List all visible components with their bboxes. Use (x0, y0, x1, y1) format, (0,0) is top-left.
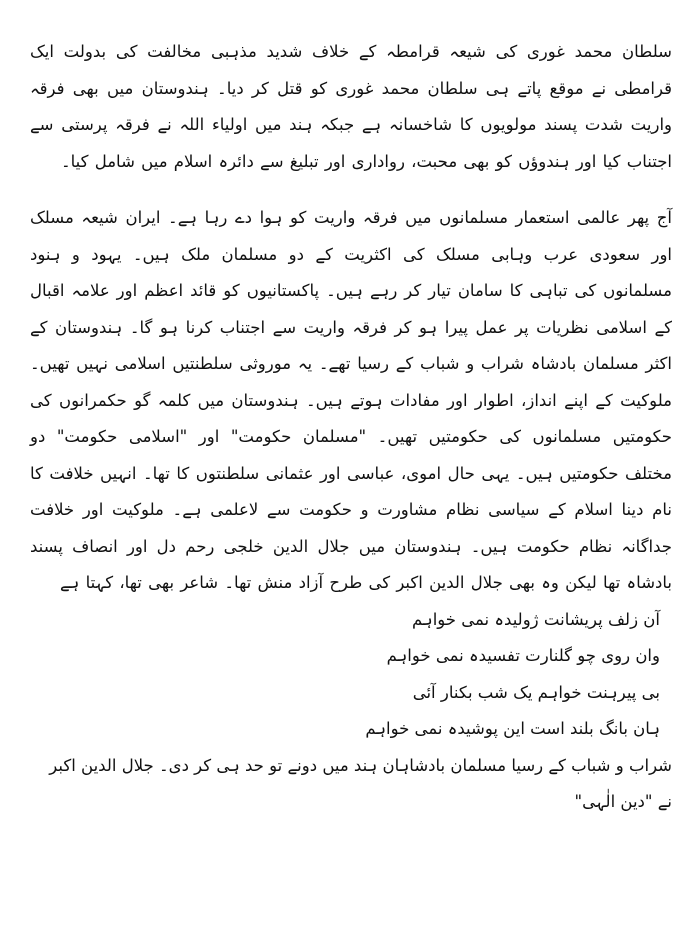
paragraph-1: سلطان محمد غوری کی شیعہ قرامطہ کے خلاف شدید مذہبی مخالفت کی بدولت ایک قرامطی نے موقع پاتے ہی سلطان محمد غوری کو قتل کر دیا۔ ہندوستان میں بھی فرقہ واریت شدت پسند مولویوں کا شاخسانہ ہے جبکہ ہند میں اولیاء اللہ نے فرقہ پرستی سے اجتناب کیا اور ہندوؤں کو بھی محبت، رواداری اور تبلیغ سے دائرہ اسلام میں شامل کیا۔ (30, 42, 672, 171)
verse-line-1: آن زلف پریشانت ژولیدہ نمی خواہم (412, 609, 660, 629)
closing-line: شراب و شباب کے رسیا مسلمان بادشاہان ہند میں دونے تو حد ہی کر دی۔ جلال الدین اکبر نے "دین الٰہی" (49, 755, 672, 811)
verse-line-4: ہان بانگ بلند است این پوشیدہ نمی خواہم (365, 719, 660, 738)
document-body (30, 34, 672, 821)
verse-line-3: بی پیرہنت خواہم یک شب بکنار آئی (412, 682, 660, 702)
paragraph-2: آج پھر عالمی استعمار مسلمانوں میں فرقہ واریت کو ہوا دے رہا ہے۔ ایران شیعہ مسلک اور سعودی عرب وہابی مسلک کی اکثریت کے دو مسلمان ملک ہیں۔ یہود و ہنود مسلمانوں کی تباہی کا سامان تیار کر رہے ہیں۔ پاکستانیوں کو قائد اعظم اور علامہ اقبال کے اسلامی نظریات پر عمل پیرا ہو کر فرقہ واریت سے اجتناب کرنا ہو گا۔ ہندوستان کے اکثر مسلمان بادشاہ شراب و شباب کے رسیا تھے۔ یہ موروثی سلطنتیں اسلامی نہیں تھیں۔ ملوکیت کے اپنے انداز، اطوار اور مفادات ہوتے ہیں۔ ہندوستان میں کلمہ گو حکمرانوں کی حکومتیں مسلمانوں کی حکومتیں تھیں۔ "مسلمان حکومت" اور "اسلامی حکومت" دو مختلف حکومتیں ہیں۔ یہی حال اموی، عباسی اور عثمانی سلطنتوں کا تھا۔ انہیں خلافت کا نام دینا اسلام کے سیاسی نظام مشاورت و حکومت سے لاعلمی ہے۔ ملوکیت اور خلافت جداگانہ نظام حکومت ہیں۔ ہندوستان میں جلال الدین خلجی رحم دل اور انصاف پسند بادشاہ تھا لیکن وہ بھی جلال الدین اکبر کی طرح آزاد منش تھا۔ شاعر بھی تھا، کہتا ہے (30, 208, 672, 592)
verse-line-2: وان روی چو گلنارت تفسیدہ نمی خواہم (386, 646, 660, 665)
